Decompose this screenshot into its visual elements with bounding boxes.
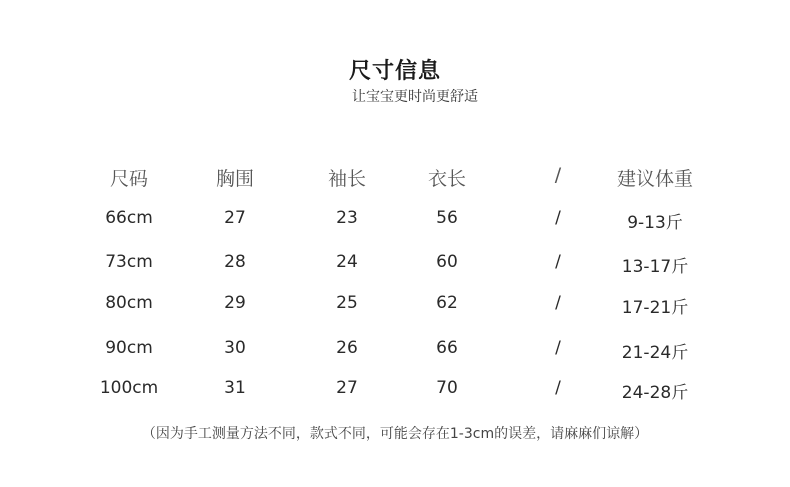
header-slash: / xyxy=(554,164,562,186)
cell-slash: / xyxy=(555,293,561,313)
cell-chest: 30 xyxy=(224,338,246,358)
cell-weight: 24-28斤 xyxy=(621,383,689,403)
cell-sleeve: 27 xyxy=(336,378,358,398)
header-weight: 建议体重 xyxy=(616,168,694,190)
cell-size: 80cm xyxy=(105,293,153,313)
cell-length: 56 xyxy=(436,208,458,228)
cell-size: 90cm xyxy=(105,338,153,358)
cell-slash: / xyxy=(555,252,561,272)
measurement-note: （因为手工测量方法不同，款式不同，可能会存在1-3cm的误差，请麻麻们谅解） xyxy=(141,426,649,442)
header-length: 衣长 xyxy=(427,168,467,190)
cell-chest: 29 xyxy=(224,293,246,313)
header-size: 尺码 xyxy=(109,168,149,190)
header-sleeve: 袖长 xyxy=(327,168,367,190)
cell-slash: / xyxy=(555,338,561,358)
cell-slash: / xyxy=(555,378,561,398)
cell-weight: 17-21斤 xyxy=(621,298,689,318)
cell-chest: 27 xyxy=(224,208,246,228)
cell-length: 62 xyxy=(436,293,458,313)
cell-weight: 13-17斤 xyxy=(621,257,689,277)
cell-slash: / xyxy=(555,208,561,228)
cell-chest: 28 xyxy=(224,252,246,272)
cell-sleeve: 23 xyxy=(336,208,358,228)
cell-size: 66cm xyxy=(105,208,153,228)
cell-size: 73cm xyxy=(105,252,153,272)
cell-length: 66 xyxy=(436,338,458,358)
cell-chest: 31 xyxy=(224,378,246,398)
cell-sleeve: 24 xyxy=(336,252,358,272)
cell-weight: 9-13斤 xyxy=(627,213,683,233)
cell-size: 100cm xyxy=(99,378,159,398)
page-subtitle: 让宝宝更时尚更舒适 xyxy=(352,89,478,105)
page-title: 尺寸信息 xyxy=(348,59,441,84)
header-chest: 胸围 xyxy=(215,168,255,190)
cell-weight: 21-24斤 xyxy=(621,343,689,363)
cell-length: 70 xyxy=(436,378,458,398)
cell-sleeve: 26 xyxy=(336,338,358,358)
cell-sleeve: 25 xyxy=(336,293,358,313)
cell-length: 60 xyxy=(436,252,458,272)
